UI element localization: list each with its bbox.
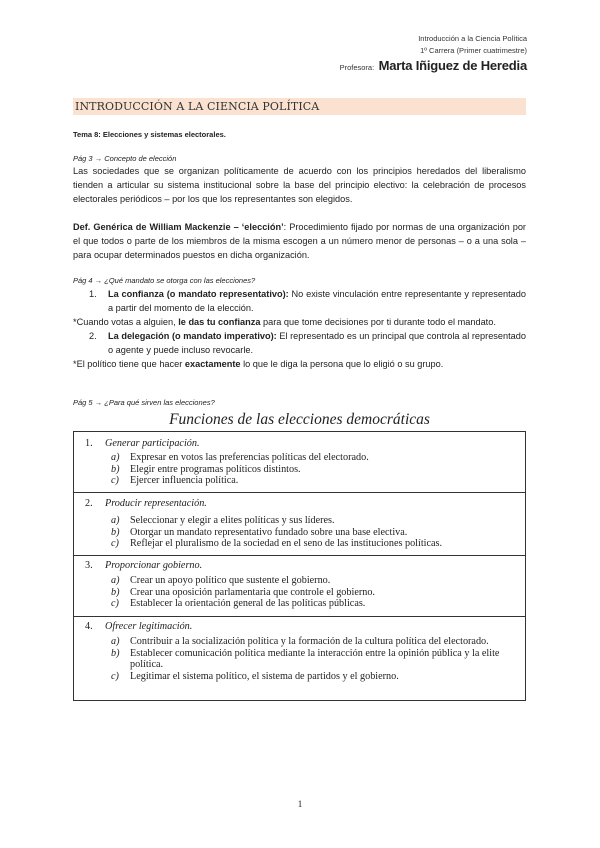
figure-section <box>74 560 525 610</box>
item-letter: a) <box>111 575 120 586</box>
note-text: lo que le diga la persona que lo eligió o su grupo. <box>240 359 444 369</box>
item-letter: c) <box>111 598 119 609</box>
item-letter: b) <box>111 586 120 598</box>
note-delegacion <box>73 357 526 371</box>
paragraph-concepto: Las sociedades que se organizan políticamente de acuerdo con los principios heredados del liberalismo tienden a articular su sistema institucional sobre la base del principio electivo: la celebración de procesos electorales periódicos – por los que los representantes son elegidos. <box>73 166 526 204</box>
list-item <box>73 329 526 357</box>
item-letter: b) <box>111 463 120 475</box>
figure-item <box>74 527 525 539</box>
section-divider <box>74 492 525 493</box>
section-title: Producir representación. <box>105 498 207 509</box>
item-text: Ejercer influencia política. <box>130 475 239 486</box>
item-text: Crear una oposición parlamentaria que controle el gobierno. <box>130 586 375 598</box>
figure-item <box>74 464 525 476</box>
item-text: Establecer comunicación política mediante la interacción entre la opinión pública y la elite política. <box>130 647 500 670</box>
section-number: 3. <box>85 560 93 571</box>
item-text: Crear un apoyo político que sustente el gobierno. <box>130 575 331 586</box>
section-divider <box>74 555 525 556</box>
item-letter: a) <box>111 452 120 463</box>
figure-item <box>74 452 525 464</box>
list-item <box>73 287 526 315</box>
note-bold: exactamente <box>184 359 241 369</box>
note-text: *El político tiene que hacer <box>73 359 185 369</box>
figure-item <box>74 598 525 610</box>
item-letter: a) <box>111 636 120 647</box>
item-text: Seleccionar y elegir a elites políticas y sus líderes. <box>130 515 335 526</box>
note-text: *Cuando votas a alguien, <box>73 317 179 327</box>
section-heading-mandato: Pág 4 → ¿Qué mandato se otorga con las elecciones? <box>73 276 256 285</box>
document-title-band <box>73 98 526 115</box>
figure-item <box>74 538 525 550</box>
note-bold: le das tu confianza <box>178 317 261 327</box>
item-text: Legitimar el sistema político, el sistema de partidos y el gobierno. <box>130 670 399 682</box>
header-program: 1º Carrera (Primer cuatrimestre) <box>420 46 527 55</box>
paragraph-definition <box>73 220 526 262</box>
item-text: Reflejar el pluralismo de la sociedad en el seno de las instituciones políticas. <box>130 538 443 549</box>
figure-item <box>74 575 525 587</box>
section-title: Ofrecer legitimación. <box>105 621 193 632</box>
figure-section <box>74 438 525 487</box>
item-letter: c) <box>111 538 119 549</box>
topic-heading: Tema 8: Elecciones y sistemas electorales. <box>73 130 226 139</box>
figure-item <box>74 515 525 527</box>
definition-term: Def. Genérica de William Mackenzie – ‘elección’ <box>73 222 284 232</box>
list-number: 1. <box>89 289 97 299</box>
item-letter: b) <box>111 526 120 538</box>
section-number: 2. <box>85 498 93 509</box>
mandate-list <box>73 287 526 371</box>
professor-label: Profesora: <box>339 63 375 72</box>
list-number: 2. <box>89 331 97 341</box>
document-title: INTRODUCCIÓN A LA CIENCIA POLÍTICA <box>75 100 320 113</box>
list-item-text: El representado es un principal que controla al representado o agente y puede incluso revocarle. <box>108 331 527 355</box>
figure-item <box>74 671 525 683</box>
item-text: Elegir entre programas políticos distintos. <box>130 463 301 475</box>
item-letter: b) <box>111 647 120 659</box>
section-divider <box>74 616 525 617</box>
functions-figure <box>73 431 526 701</box>
header-professor <box>340 58 527 74</box>
item-text: Establecer la orientación general de las políticas públicas. <box>130 598 366 609</box>
list-item-text: No existe vinculación entre representante y representado a partir del momento de la elección. <box>108 289 526 313</box>
figure-section <box>74 498 525 550</box>
section-title: Proporcionar gobierno. <box>105 560 203 571</box>
list-item-title: La confianza (o mandato representativo): <box>108 289 289 299</box>
figure-item <box>74 475 525 487</box>
item-letter: c) <box>111 475 119 486</box>
item-text: Contribuir a la socialización política y la formación de la cultura política del electorado. <box>130 636 489 647</box>
section-heading-funciones: Pág 5 → ¿Para qué sirven las elecciones? <box>73 398 215 407</box>
item-text: Otorgar un mandato representativo fundado sobre una base electiva. <box>130 526 408 538</box>
section-heading-concepto: Pág 3 → Concepto de elección <box>73 154 177 163</box>
figure-item <box>74 648 525 671</box>
figure-title: Funciones de las elecciones democráticas <box>169 411 430 428</box>
header-course: Introducción a la Ciencia Política <box>418 34 527 43</box>
list-item-title: La delegación (o mandato imperativo): <box>108 331 277 341</box>
item-letter: c) <box>111 670 119 682</box>
note-confianza <box>73 315 526 329</box>
note-text: para que tome decisiones por ti durante todo el mandato. <box>260 317 496 327</box>
section-title: Generar participación. <box>105 438 200 449</box>
item-letter: a) <box>111 515 120 526</box>
figure-section <box>74 621 525 682</box>
figure-item <box>74 636 525 648</box>
section-number: 4. <box>85 621 93 632</box>
item-text: Expresar en votos las preferencias políticas del electorado. <box>130 452 369 463</box>
professor-name: Marta Iñiguez de Heredia <box>378 58 527 73</box>
page-number: 1 <box>297 800 303 810</box>
section-number: 1. <box>85 438 93 449</box>
definition-text: : Procedimiento fijado por normas de una organización por el que todos o parte de los miembros de la misma escogen a un número menor de personas – o a una sola – para ocupar determinados puestos en dicha organización. <box>73 222 526 260</box>
figure-item <box>74 587 525 599</box>
